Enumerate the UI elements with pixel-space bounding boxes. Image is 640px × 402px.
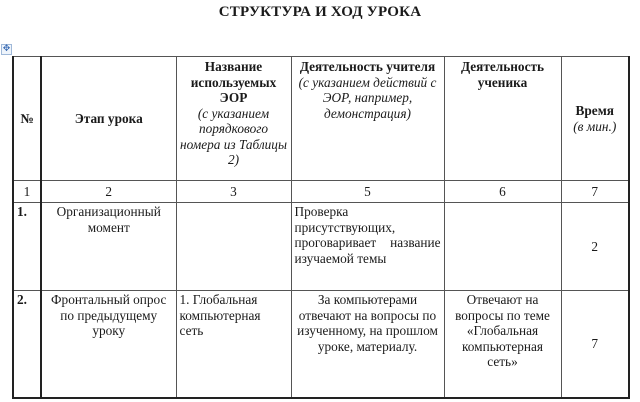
table-row: [13, 291, 629, 398]
column-number-cell: 7: [561, 181, 629, 203]
header-student-label: Деятельность ученика: [460, 59, 545, 90]
row-teacher-activity: За компьютерами отвечают на вопросы по изученному, на прошлом уроке, материалу.: [291, 291, 444, 398]
header-eor-label: Название используемых ЭОР: [190, 59, 277, 105]
header-number-label: №: [20, 110, 34, 126]
column-number-row: [13, 181, 629, 203]
row-time: 2: [561, 203, 629, 291]
table-header-row: [13, 57, 629, 181]
row-number: 1.: [13, 203, 41, 291]
header-stage-label: Этап урока: [74, 110, 143, 126]
header-teacher-label: Деятельность учителя: [299, 59, 436, 74]
header-eor: [176, 57, 291, 181]
column-number-cell: 6: [444, 181, 561, 203]
row-number: 2.: [13, 291, 41, 398]
header-stage: [41, 57, 176, 181]
row-student-activity: Отвечают на вопросы по теме «Глобальная компьютерная сеть»: [444, 291, 561, 398]
row-time: 7: [561, 291, 629, 398]
header-time-note: (в мин.): [573, 118, 617, 134]
row-eor: 1. Глобальная компьютерная сеть: [176, 291, 291, 398]
row-student-activity: [444, 203, 561, 291]
table-row: [13, 203, 629, 291]
document-title: СТРУКТУРА И ХОД УРОКА: [218, 4, 422, 20]
row-stage: Фронтальный опрос по предыдущему уроку: [41, 291, 176, 398]
lesson-structure-table: [12, 56, 630, 399]
row-teacher-activity: Проверка присутствующих, проговаривает название изучаемой темы: [291, 203, 444, 291]
row-eor: [176, 203, 291, 291]
header-time: [561, 57, 629, 181]
header-student: [444, 57, 561, 181]
column-number-cell: 5: [291, 181, 444, 203]
column-number-cell: 1: [13, 181, 41, 203]
header-time-label: Время: [575, 103, 614, 118]
row-stage: Организационный момент: [41, 203, 176, 291]
header-teacher-note: (с указанием действий с ЭОР, например, демонстрация): [298, 74, 437, 121]
header-number: [13, 57, 41, 181]
column-number-cell: 2: [41, 181, 176, 203]
table-move-handle-icon[interactable]: ✥: [2, 44, 11, 54]
column-number-cell: 3: [176, 181, 291, 203]
header-eor-note: (с указанием порядкового номера из Таблицы 2): [180, 105, 287, 167]
header-teacher: [291, 57, 444, 181]
